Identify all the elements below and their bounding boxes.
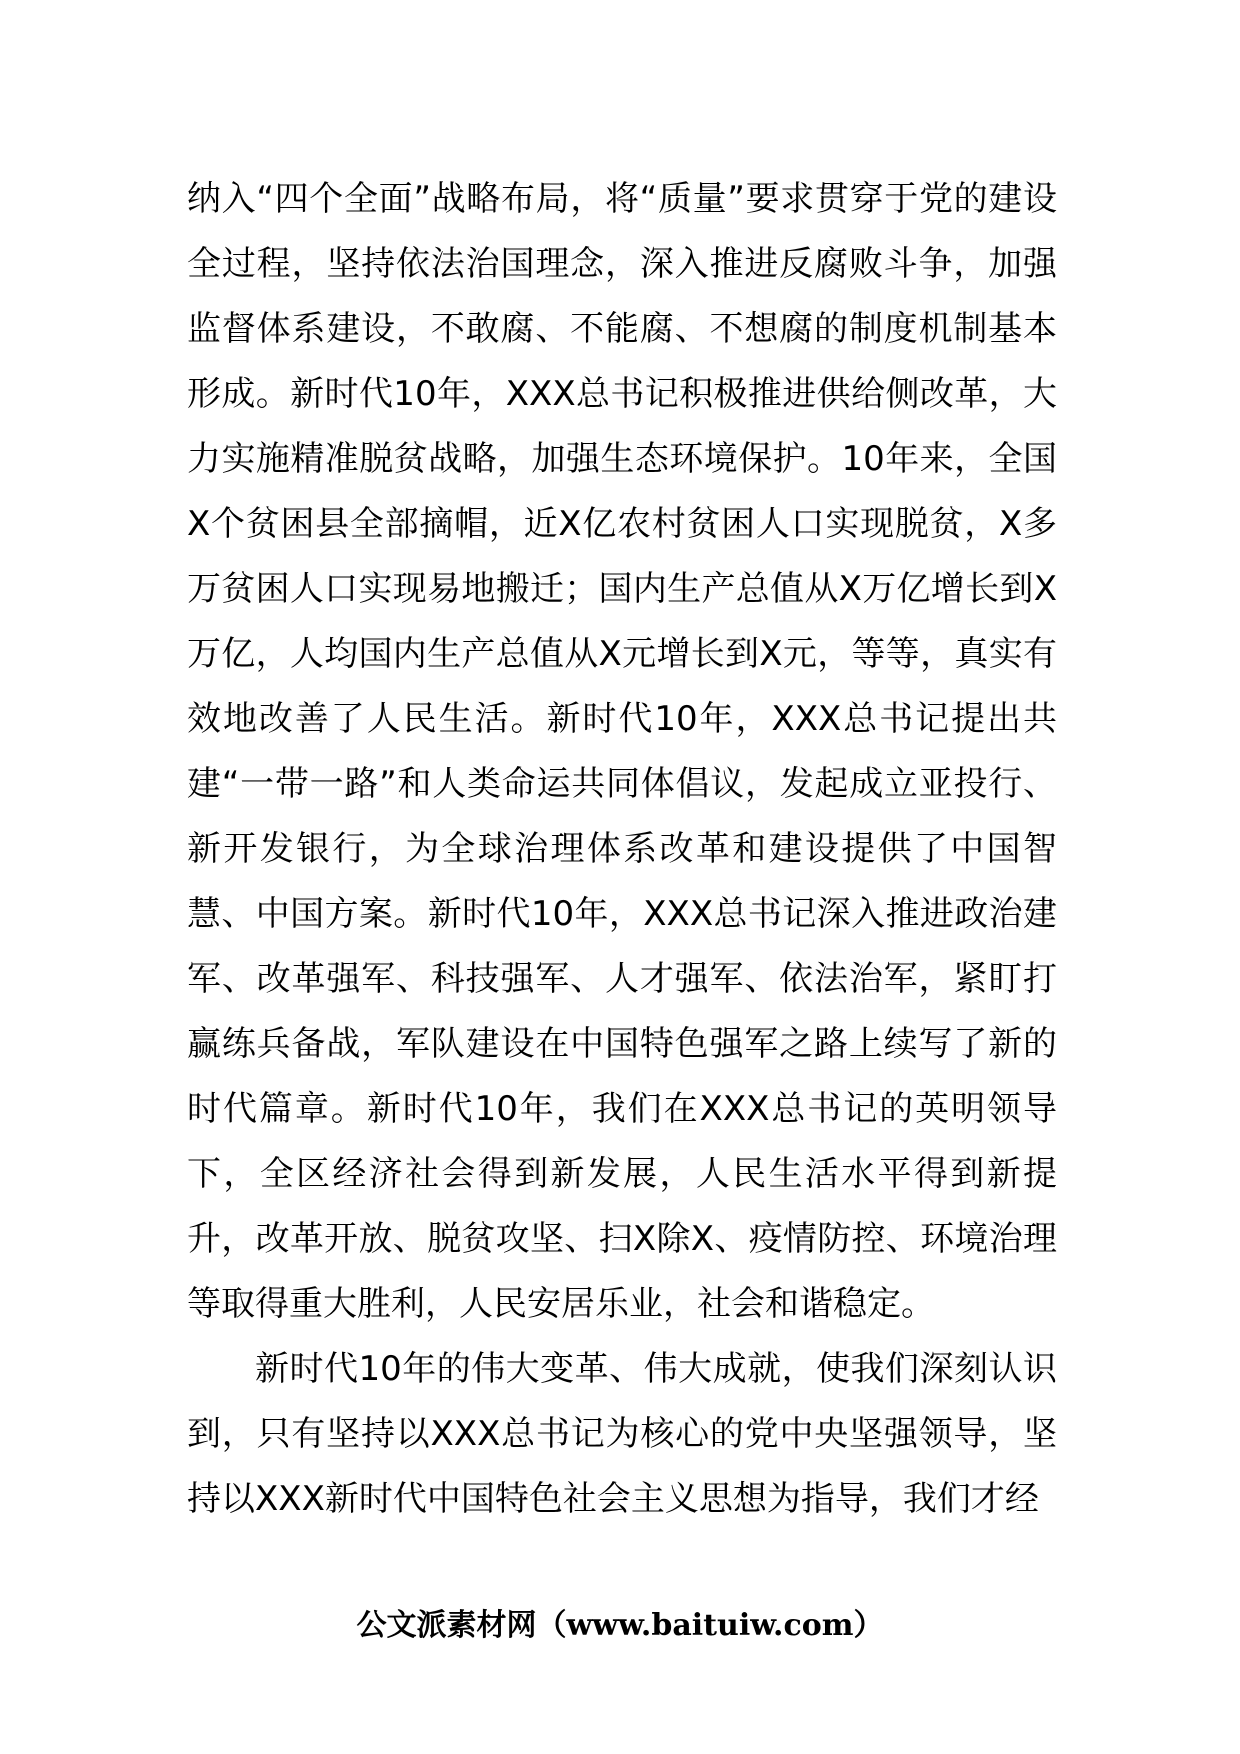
paragraph-continuation: 纳入“四个全面”战略布局，将“质量”要求贯穿于党的建设全过程，坚持依法治国理念，深入推进反腐败斗争，加强监督体系建设，不敢腐、不能腐、不想腐的制度机制基本形成。新时代10年，XXX总书记积极推进供给侧改革，大力实施精准脱贫战略，加强生态环境保护。10年来，全国X个贫困县全部摘帽，近X亿农村贫困人口实现脱贫，X多万贫困人口实现易地搬迁；国内生产总值从X万亿增长到X万亿，人均国内生产总值从X元增长到X元，等等，真实有效地改善了人民生活。新时代10年，XXX总书记提出共建“一带一路”和人类命运共同体倡议，发起成立亚投行、新开发银行，为全球治理体系改革和建设提供了中国智慧、中国方案。新时代10年，XXX总书记深入推进政治建军、改革强军、科技强军、人才强军、依法治军，紧盯打赢练兵备战，军队建设在中国特色强军之路上续写了新的时代篇章。新时代10年，我们在XXX总书记的英明领导下，全区经济社会得到新发展，人民生活水平得到新提升，改革开放、脱贫攻坚、扫X除X、疫情防控、环境治理等取得重大胜利，人民安居乐业，社会和谐稳定。 xyxy=(187,179,1057,1324)
page-footer: 公文派素材网（www.baituiw.com） xyxy=(356,1608,884,1643)
paragraph-new: 新时代10年的伟大变革、伟大成就，使我们深刻认识到，只有坚持以XXX总书记为核心的党中央坚强领导，坚持以XXX新时代中国特色社会主义思想为指导，我们才经 xyxy=(187,1349,1057,1519)
document-body xyxy=(187,167,1057,1532)
